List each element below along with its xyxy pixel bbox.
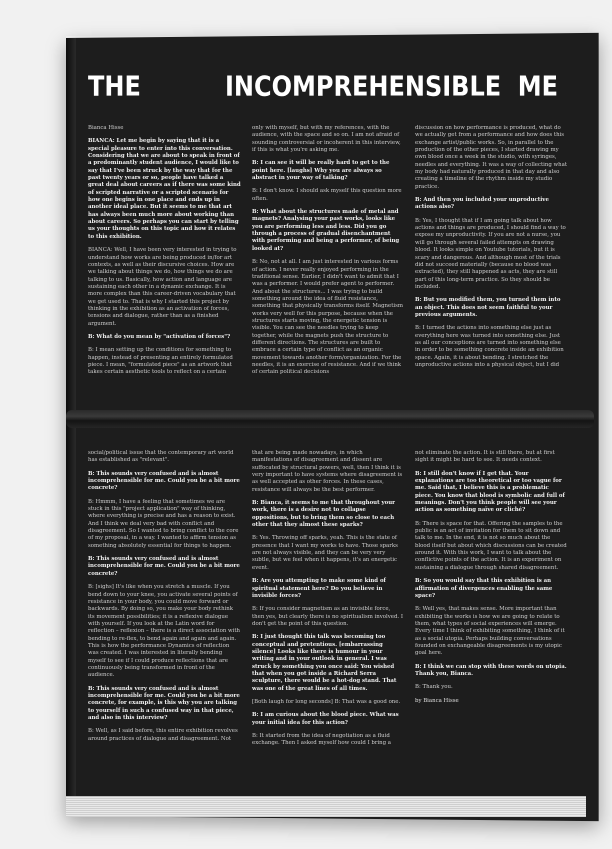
upper-col1-body [88, 138, 241, 376]
answer-paragraph: B: I mean setting up the conditions for something to happen, instead of presenting an entirely formulated piece. I mean, "formulated piece" as an artwork that takes certain aesthetic tools to reflect on a certain [88, 347, 233, 376]
question-paragraph: BIANCA: Let me begin by saying that it is a special pleasure to enter into this conversation. Considering that we are about to speak in front of a predominantly student audience, I would like to say that I've been struck by the way that for the past twenty years or so, people have talked a great deal about careers as if there was some kind of scripted narrative or a scripted scenario for how one begins in one place and ends up in another ideal place. But it seems to me that art has always been much more about working than about careers. So perhaps you can start by telling us your thoughts on this topic and how it relates to this exhibition. [88, 138, 241, 240]
answer-paragraph: B: Yes, I thought that if I am going talk about how actions and things are produced, I should find a way to expose my unproductivity. If you are not a nurse, you will go through several failed attempts on drawing blood. It looks simple on Youtube tutorials, but it is scary and dangerous. And although most of the trials did not succeed materially (because no blood was extracted), they still happened as acts, they are still part of this long-term practice. So they should be included. [415, 217, 566, 290]
question-paragraph: B: And then you included your unproductive actions also? [415, 197, 549, 211]
answer-paragraph: B: Well yes, that makes sense. More important than exhibiting the works is how we are going to relate to them, what types of social experiences will emerge. Every time I think of exhibiting something, I think of it as a social utopia. Perhaps building conversations founded on exchangeable disagreements is my utopic goal here. [415, 606, 565, 657]
answer-paragraph: that are being made nowadays, in which manifestations of disagreement and dissent are suffocated by structural powers, well, then I think it is very important to have systems where disagreement is as well accepted as other forces. In these cases, resistance will always be the best performer. [252, 450, 403, 493]
upper-column-3 [415, 125, 567, 393]
title-word-me: ME [517, 70, 558, 103]
answer-paragraph: B: If you consider magnetism as an invisible force, then yes, but clearly there is no spiritualism involved. I don't get the point of this question. [252, 606, 403, 627]
upper-column-1 [88, 125, 241, 393]
article-title [88, 70, 558, 102]
title-word-incomprehensible: INCOMPREHENSIBLE [225, 70, 502, 103]
answer-paragraph: B: Yes. Throwing off sparks, yeah. This is the state of presence that I want my works to have. Those sparks are not always visible, and they can be very very subtle, but we feel when it happens, it's an energetic event. [252, 535, 398, 571]
question-paragraph: B: But you modified them, you turned them into an object. This does not seem faithful to your previous arguments. [415, 297, 561, 318]
question-paragraph: B: I am curious about the blood piece. What was your initial idea for this action? [252, 712, 399, 726]
answer-paragraph: B: Thank you. [415, 684, 453, 691]
question-paragraph: B: This sounds very confused and is almost incomprehensible for me. Could you be a bit more concrete? [88, 556, 240, 577]
question-paragraph: B: Bianca, it seems to me that throughout your work, there is a desire not to collapse oppositions, but to bring them so close to each other that they almost these sparks? [252, 500, 395, 529]
answer-paragraph: B: It started from the idea of negotiation as a fluid exchange. Then I asked myself how could I bring a [252, 733, 392, 747]
answer-paragraph: [Both laugh for long seconds] B: That was a good one. [252, 698, 401, 705]
question-paragraph: B: Are you attempting to make some kind of spiritual statement here? Do you believe in invisible forces? [252, 578, 386, 599]
author-name: Bianca Hisse [88, 125, 124, 131]
page-fold [66, 410, 594, 428]
answer-paragraph: discussion on how performance is produced, what do we actually get from a performance and how does this exchange artist/public works. So, in parallel to the production of the other pieces, I started drawing my own blood once a week in the studio, with syringes, needles and everything. It was a way of collecting what my body had naturally produced in that day and also creating a timeline of the rhythm inside my studio practice. [415, 125, 567, 190]
answer-paragraph: B: Well, as I said before, this entire exhibition revolves around practices of dialogue and disagreement. Not [88, 728, 238, 742]
answer-paragraph: social/political issue that the contemporary art world has established as "relevant". [88, 450, 234, 464]
page-stack-edges [66, 796, 586, 817]
answer-paragraph: not eliminate the action. It is still there, but at first sight it might be hard to see. It needs context. [415, 450, 555, 464]
answer-paragraph: B: [sighs] It's like when you stretch a muscle. If you bend down to your knee, you activate several points of resistance in your body, you could move forward or backwards. By doing so, you make your body rethink its movement possibilities; it is a reflexive dialogue with yourself. If you look at the Latin word for reflection – reflexion – there is a direct association with bending to re-flex, to bend again and again and again. This is how the performance Dynamics of reflection was created. I was interested in literally bending myself to see if I could produce reflections that are continuously being transformed in front of the audience. [88, 584, 240, 679]
answer-paragraph: only with myself, but with my references, with the audience, with the space and so on. I am not afraid of sounding controversial or incoherent in this interview, if this is what you're asking me. [252, 125, 401, 154]
question-paragraph: B: What do you mean by "activation of forces"? [88, 333, 231, 340]
answer-paragraph: B: No, not at all. I am just interested in various forms of action. I never really enjoyed performing in the traditional sense. Earlier, I didn't want to admit that I was a performer. I would prefer agent to performer. And about the structures... I was trying to build something around the idea of fluid resistance, something that physically transforms itself. Magnetism works very well for this purpose, because when the structures starts moving, the energetic tension is visible. You can see the needles trying to keep together, while the magnets push the structure to different directions. The structures are built to embrace a certain type of conflict as an organic movement towards another form/organization. For the needles, it is an exercise of resistance. And if we think of certain political decisions [252, 259, 403, 376]
answer-paragraph: B: I don't know. I should ask myself this question more often. [252, 188, 402, 202]
answer-paragraph: BIANCA: Well, I have been very interested in trying to understand how works are being produced in/for art contexts, as well as their discursive choices. How are we talking about things we do, how things we do are talking to us. Basically, how action and language are sustaining each other in a dynamic exchange. It is more complex than this career-driven vocabulary that we get used to. That is why I started this project by thinking in the exhibition as an activation of forces, tensions and dialogue, rather than as a finished argument. [88, 247, 237, 327]
answer-paragraph: B: There is space for that. Offering the samples to the public is an act of invitation for them to sit down and talk to me. In the end, it is not so much about the blood itself but about which discussions can be created around it. With this work, I want to talk about the conflictive points of the action. It is an experiment on sustaining a dialogue through shared disagreement. [415, 520, 567, 571]
lower-column-2 [252, 450, 404, 790]
question-paragraph: B: This sounds very confused and is almost incomprehensible for me. Could you be a bit more concrete? [88, 470, 240, 492]
question-paragraph: B: This sounds very confused and is almost incomprehensible for me. Could you be a bit more concrete, for example, is this why you are talking to yourself in such a confused way in that piece, and also in this interview? [88, 685, 240, 721]
question-paragraph: B: I just thought this talk was becoming too conceptual and pretentious. [embarrassing silence] Looks like there is humour in your writing and in your outlook in general. I was struck by something you once said: You wished that when you got inside a Richard Serra sculpture, there would be a hot-dog stand. That was one of the great lines of all times. [252, 634, 397, 692]
question-paragraph: B: I still don't know if I get that. Your explanations are too theoretical or too vague for me. Said that, I believe this is a problematic piece. You know that blood is symbolic and full of meanings. Don't you think people will see your action as something naïve or cliché? [415, 470, 565, 514]
title-word-the: THE [88, 70, 141, 103]
lower-column-3 [415, 450, 567, 790]
upper-column-2 [252, 125, 404, 393]
answer-paragraph: B: Hmmm, I have a feeling that sometimes we are stuck in this "project application" way of thinking, where everything is precise and has a reason to exist. And I think we deal very bad with conflict and disagreement. So I wanted to bring conflict to the core of my proposal, in a way. I wanted to affirm tension as something absolutely essential for things to happen. [88, 498, 239, 549]
question-paragraph: B: So you would say that this exhibition is an affirmation of divergences enabling the same space? [415, 578, 553, 599]
question-paragraph: B: What about the structures made of metal and magnets? Analysing your past works, looks like you are performing less and less. Did you go through a process of gradual disenchantment with performing and being a performer, of being looked at? [252, 209, 400, 252]
answer-paragraph: B: I turned the actions into something else just as everything here was turned into something else. Just as all our conceptions are turned into something else in order to be something concrete inside an exhibition space. Again, it is about bending. I stretched the unproductive actions into a physical object, but I did [415, 325, 564, 368]
signature-line: by Bianca Hisse [415, 697, 459, 704]
question-paragraph: B: I can see it will be really hard to get to the point here. [laughs] Why you are always so abstract in your way of talking? [252, 160, 390, 182]
question-paragraph: B: I think we can stop with these words on utopia. Thank you, Bianca. [415, 663, 567, 677]
lower-column-1 [88, 450, 241, 790]
